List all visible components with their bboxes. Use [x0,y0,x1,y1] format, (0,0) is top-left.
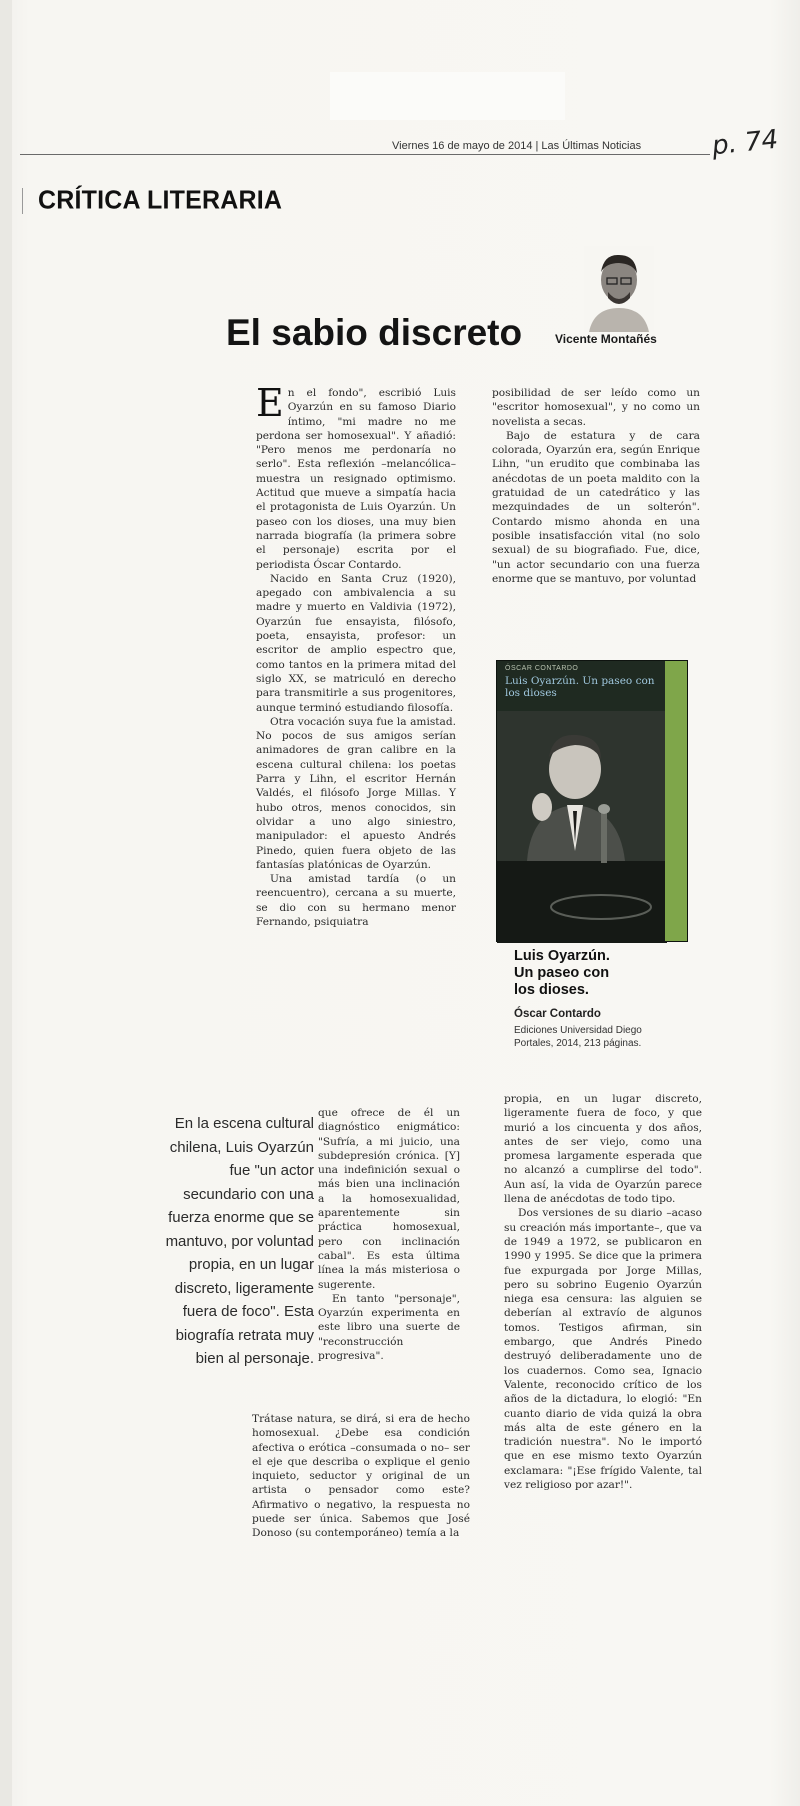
scan-edge-shadow [0,0,12,1806]
paragraph-7: Trátase natura, se dirá, si era de hecho homosexual. ¿Debe esa condición afectiva o erótica –consumada o no– ser el eje que describa o explique el genio inquieto, seductor y original de un artista o pensador como este? Afirmativo o negativo, la respuesta no puede ser única. Sabemos que José Donoso (su contemporáneo) temía a la [252,1413,470,1540]
article-column-2 [492,386,700,642]
paragraph-8: posibilidad de ser leído como un "escritor homosexual", y no como un novelista a secas. [492,387,700,428]
article-column-1b [318,1106,460,1416]
book-cover-author: ÓSCAR CONTARDO [505,665,579,672]
author-photo [584,246,654,332]
paragraph-10: propia, en un lugar discreto, ligeramente fuera de foco, y que murió a los cincuenta y dos años, antes de ser viejo, como una promesa largamente esperada que no alcanzó a cumplirse del todo". Aun así, la vida de Oyarzún parece llena de anécdotas de todo tipo. [504,1093,702,1206]
book-caption-author: Óscar Contardo [514,1008,601,1020]
article-column-1 [256,381,456,1086]
paragraph-11: Dos versiones de su diario –acaso su creación más importante–, que va de 1949 a 1972, se publicaron en 1990 y 1995. Se dice que la primera fue expurgada por Jorge Millas, pero su sobrino Eugenio Oyarzún niega esa censura: las alguien se deberían al extravío de algunos tomos. Testigos afirman, sin embargo, que Andrés Pinedo destruyó deliberadamente uno de los cuadernos. Como sea, Ignacio Valente, reconocido crítico de los años de la dictadura, lo elogió: "En cuanto diario de vida quizá la obra más alta de este género en la tradición nuestra". No le importó que en ese mismo texto Oyarzún exclamara: "¡Ese frígido Valente, tal vez religioso por azar!". [504,1207,702,1492]
pull-quote: En la escena cultural chilena, Luis Oyarzún fue "un actor secundario con una fuerza enorme que se mantuvo, por voluntad propia, en un lugar discreto, ligeramente fuera de foco". Esta biografía retrata muy bien al personaje. [165,1115,314,1367]
paragraph-4: Una amistad tardía (o un reencuentro), cercana a su muerte, se dio con su hermano menor Fernando, psiquiatra [256,873,456,928]
article-headline: El sabio discreto [226,312,523,353]
book-caption-title-line-1: Luis Oyarzún. [514,948,610,964]
section-title: CRÍTICA LITERARIA [38,185,283,215]
author-name: Vicente Montañés [555,332,657,346]
section-marker [22,188,28,214]
header-rule [20,154,710,155]
dateline: Viernes 16 de mayo de 2014 | Las Últimas Noticias [392,140,642,152]
article-column-2b [504,1092,702,1588]
book-caption-title-line-2: Un paseo con [514,965,610,981]
book-caption-publisher: Ediciones Universidad Diego Portales, 2014, 213 páginas. [514,1025,642,1049]
paragraph-3: Otra vocación suya fue la amistad. No pocos de sus amigos serían animadores de gran calibre en la escena cultural chilena: los poetas Parra y Lihn, el escritor Hernán Valdés, el filósofo Jorge Millas. Y hubo otros, menos conocidos, sin olvidar a uno algo siniestro, manipulador: el apuesto Andrés Pinedo, quien fuera objeto de las fantasías platónicas de Oyarzún. [256,715,456,871]
book-cover [496,660,688,942]
book-cover-photo [497,711,667,943]
blank-patch [330,72,565,120]
drop-cap: E [256,381,284,425]
paragraph-5: que ofrece de él un diagnóstico enigmático: "Sufría, a mi juicio, una subdepresión crónica. [Y] una indefinición sexual o más bien una inclinación a la homosexualidad, aparentemente sin práctica homosexual, pero con inclinación cabal". Es esta última línea la más misteriosa o sugerente. [318,1107,460,1291]
paragraph-1-text: n el fondo", escribió Luis Oyarzún en su famoso Diario íntimo, "mi madre no me perdona ser homosexual". Y añadió: "Pero menos me perdonaría no serlo". Esta reflexión –melancólica– muestra un resignado optimismo. Actitud que mueve a simpatía hacia el protagonista de Luis Oyarzún. Un paseo con los dioses, una muy bien narrada biografía (la primera sobre el personaje) escrita por el periodista Óscar Contardo. [256,387,456,571]
book-caption-title [514,948,610,999]
book-cover-title: Luis Oyarzún. Un paseo con los dioses [505,675,655,699]
handwritten-page-note: p. 74 [710,124,780,162]
book-spine-stripe [665,661,687,941]
paragraph-2: Nacido en Santa Cruz (1920), apegado con ambivalencia a su madre y muerto en Valdivia (1972), Oyarzún fue ensayista, filósofo, poeta, ensayista, profesor: un escritor de amplio espectro que, como tantos en la primera mitad del siglo XX, se matriculó en derecho para transmitirle a sus progenitores, aunque terminó estudiando filosofía. [256,572,456,714]
paragraph-6: En tanto "personaje", Oyarzún experimenta en este libro una suerte de "reconstrucción progresiva". [318,1292,460,1363]
paragraph-9: Bajo de estatura y de cara colorada, Oyarzún era, según Enrique Lihn, "un erudito que combinaba las anécdotas de un poeta maldito con la gratuidad de un catedrático y las mezquindades de un solterón". Contardo mismo ahonda en una posible insatisfacción vital (no solo sexual) de su biografiado. Fue, dice, "un actor secundario con una fuerza enorme que se mantuvo, por voluntad [492,429,700,585]
paragraph-1 [256,381,456,572]
article-column-1c [252,1412,470,1592]
book-caption-title-line-3: los dioses. [514,982,589,998]
